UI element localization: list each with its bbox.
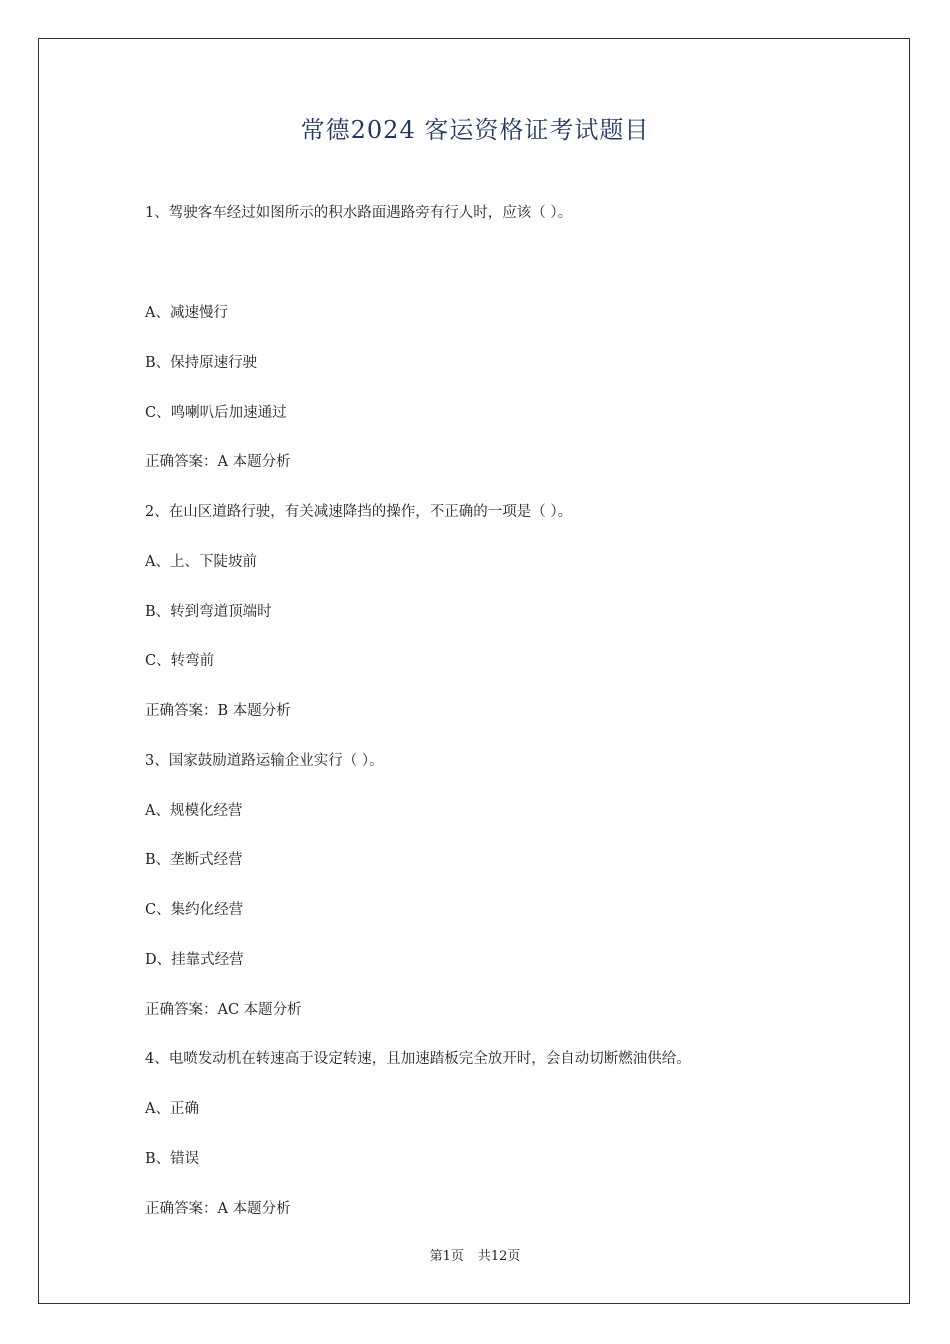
question-3-option-c: C、集约化经营 bbox=[145, 902, 244, 918]
question-3-option-b: B、垄断式经营 bbox=[145, 852, 243, 868]
question-4-option-b: B、错误 bbox=[145, 1151, 200, 1167]
question-2-text: 2、在山区道路行驶，有关减速降挡的操作，不正确的一项是（ ）。 bbox=[145, 504, 573, 520]
question-3-answer: 正确答案：AC 本题分析 bbox=[145, 1002, 302, 1018]
page-footer bbox=[0, 1247, 950, 1267]
question-1-option-c: C、鸣喇叭后加速通过 bbox=[145, 405, 287, 421]
document-title: 常德2024 客运资格证考试题目 bbox=[300, 116, 650, 144]
question-1-option-a: A、减速慢行 bbox=[145, 305, 228, 321]
question-3-text: 3、国家鼓励道路运输企业实行（ ）。 bbox=[145, 753, 384, 769]
question-1-option-b: B、保持原速行驶 bbox=[145, 355, 258, 371]
question-2-answer: 正确答案：B 本题分析 bbox=[145, 703, 291, 719]
question-2-option-a: A、上、下陡坡前 bbox=[145, 554, 257, 570]
page-total: 共12页 bbox=[477, 1249, 521, 1264]
question-4-option-a: A、正确 bbox=[145, 1101, 199, 1117]
question-4-answer: 正确答案：A 本题分析 bbox=[145, 1201, 291, 1217]
question-1-text: 1、驾驶客车经过如图所示的积水路面遇路旁有行人时，应该（ ）。 bbox=[145, 205, 573, 221]
question-3-option-d: D、挂靠式经营 bbox=[145, 952, 244, 968]
question-3-option-a: A、规模化经营 bbox=[145, 803, 243, 819]
question-1-answer: 正确答案：A 本题分析 bbox=[145, 454, 291, 470]
page-number: 第1页 bbox=[429, 1249, 464, 1264]
question-2-option-b: B、转到弯道顶端时 bbox=[145, 604, 272, 620]
question-2-option-c: C、转弯前 bbox=[145, 653, 215, 669]
question-4-text: 4、电喷发动机在转速高于设定转速，且加速踏板完全放开时，会自动切断燃油供给。 bbox=[145, 1051, 691, 1067]
